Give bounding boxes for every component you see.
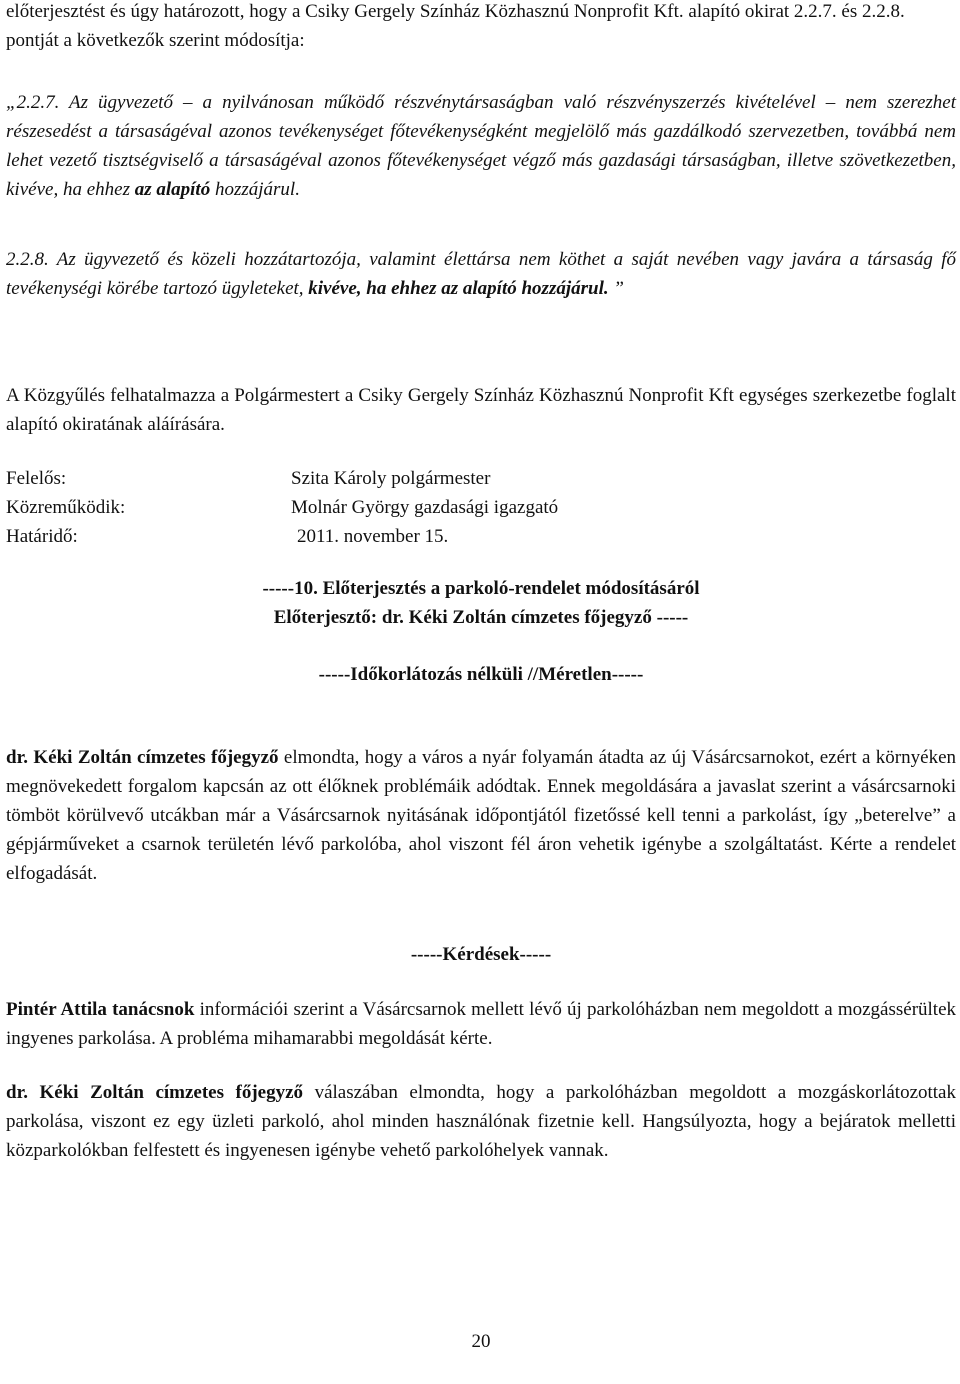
pinter-name: Pintér Attila tanácsnok	[6, 999, 195, 1020]
responsible-label: Felelős:	[6, 468, 67, 489]
page-number: 20	[471, 1331, 491, 1352]
pinter-question	[6, 995, 956, 1053]
authorization-paragraph	[6, 381, 956, 439]
deadline-value: 2011. november 15.	[297, 526, 449, 547]
keki-name-2: dr. Kéki Zoltán címzetes főjegyző	[6, 1082, 304, 1103]
authorization-text: A Közgyűlés felhatalmazza a Polgármestert a Csiky Gergely Színház Közhasznú Nonprofit Kft egységes szerkezetbe foglalt alapító okiratának aláírására.	[6, 385, 956, 435]
clause-227-alapito: az alapító	[134, 179, 211, 200]
agenda-item-title: -----10. Előterjesztés a parkoló-rendelet módosításáról	[262, 578, 700, 599]
intro-paragraph	[6, 0, 956, 55]
clause-228-exception: kivéve, ha ehhez az alapító hozzájárul.	[308, 278, 609, 299]
pinter-text: információi szerint a Vásárcsarnok mellett lévő új parkolóházban nem megoldott a mozgássérültek ingyenes parkolása. A probléma mihamarabbi megoldását kérte.	[6, 999, 957, 1049]
contributor-label: Közreműködik:	[6, 497, 126, 518]
time-limit-note: -----Időkorlátozás nélküli //Méretlen-----	[318, 664, 644, 685]
clause-228	[6, 245, 956, 303]
clause-228-text: 2.2.8. Az ügyvezető és közeli hozzátartozója, valamint élettársa nem köthet a saját nevében vagy javára a társaság fő tevékenységi körébe tartozó ügyleteket,	[6, 249, 956, 299]
keki-statement-1	[6, 743, 956, 888]
keki-statement-2	[6, 1078, 956, 1165]
keki-text-1: elmondta, hogy a város a nyár folyamán átadta az új Vásárcsarnokot, ezért a környéken megnövekedett forgalom kapcsán az ott élőknek problémáik adódtak. Ennek megoldására a javaslat szerint a vásárcsarnoki tömböt körülvevő utcákban már a Vásárcsarnok nyitásának időpontjától fizetőssé kell tenni a parkolást, így „beterelve” a gépjárműveket a csarnok területén lévő parkolóba, ahol viszont fél áron vehetik igénybe a szolgáltatást. Kérte a rendelet elfogadását.	[6, 747, 956, 884]
clause-227-text: „2.2.7. Az ügyvezető – a nyilvánosan működő részvénytársaságban való részvényszerzés kivételével – nem szerezhet részesedést a társaságéval azonos tevékenységet főtevékenységként megjelölő más gazdálkodó szervezetben, továbbá nem lehet vezető tisztségviselő a társaságéval azonos főtevékenységet végző más gazdasági társaságban, illetve szövetkezetben, kivéve, ha	[6, 92, 956, 200]
contributor-row	[6, 493, 956, 522]
questions-heading: -----Kérdések-----	[410, 944, 552, 965]
contributor-value: Molnár György gazdasági igazgató	[291, 497, 559, 518]
clause-228-quote: ”	[613, 278, 624, 299]
clause-227-ehhez: ehhez	[86, 179, 130, 200]
deadline-row	[6, 522, 956, 551]
responsible-row	[6, 464, 956, 493]
responsibility-block	[6, 464, 956, 551]
deadline-label: Határidő:	[6, 526, 78, 547]
intro-text: előterjesztést és úgy határozott, hogy a Csiky Gergely Színház Közhasznú Nonprofit Kft. alapító okirat 2.2.7. és 2.2.8. pontját a következők szerint módosítja:	[6, 1, 905, 51]
keki-name-1: dr. Kéki Zoltán címzetes főjegyző	[6, 747, 279, 768]
keki-text-2: válaszában elmondta, hogy a parkolóházban megoldott a mozgáskorlátozottak parkolása, viszont ez egy üzleti parkoló, ahol minden használónak fizetnie kell. Hangsúlyozta, hogy a bejáratok melletti közparkolókban felfestett és ingyenesen igénybe vehető parkolóhelyek vannak.	[6, 1082, 956, 1161]
responsible-value: Szita Károly polgármester	[291, 468, 491, 489]
agenda-item-presenter: Előterjesztő: dr. Kéki Zoltán címzetes főjegyző -----	[273, 607, 689, 628]
clause-227	[6, 88, 956, 204]
clause-227-end: hozzájárul.	[214, 179, 300, 200]
